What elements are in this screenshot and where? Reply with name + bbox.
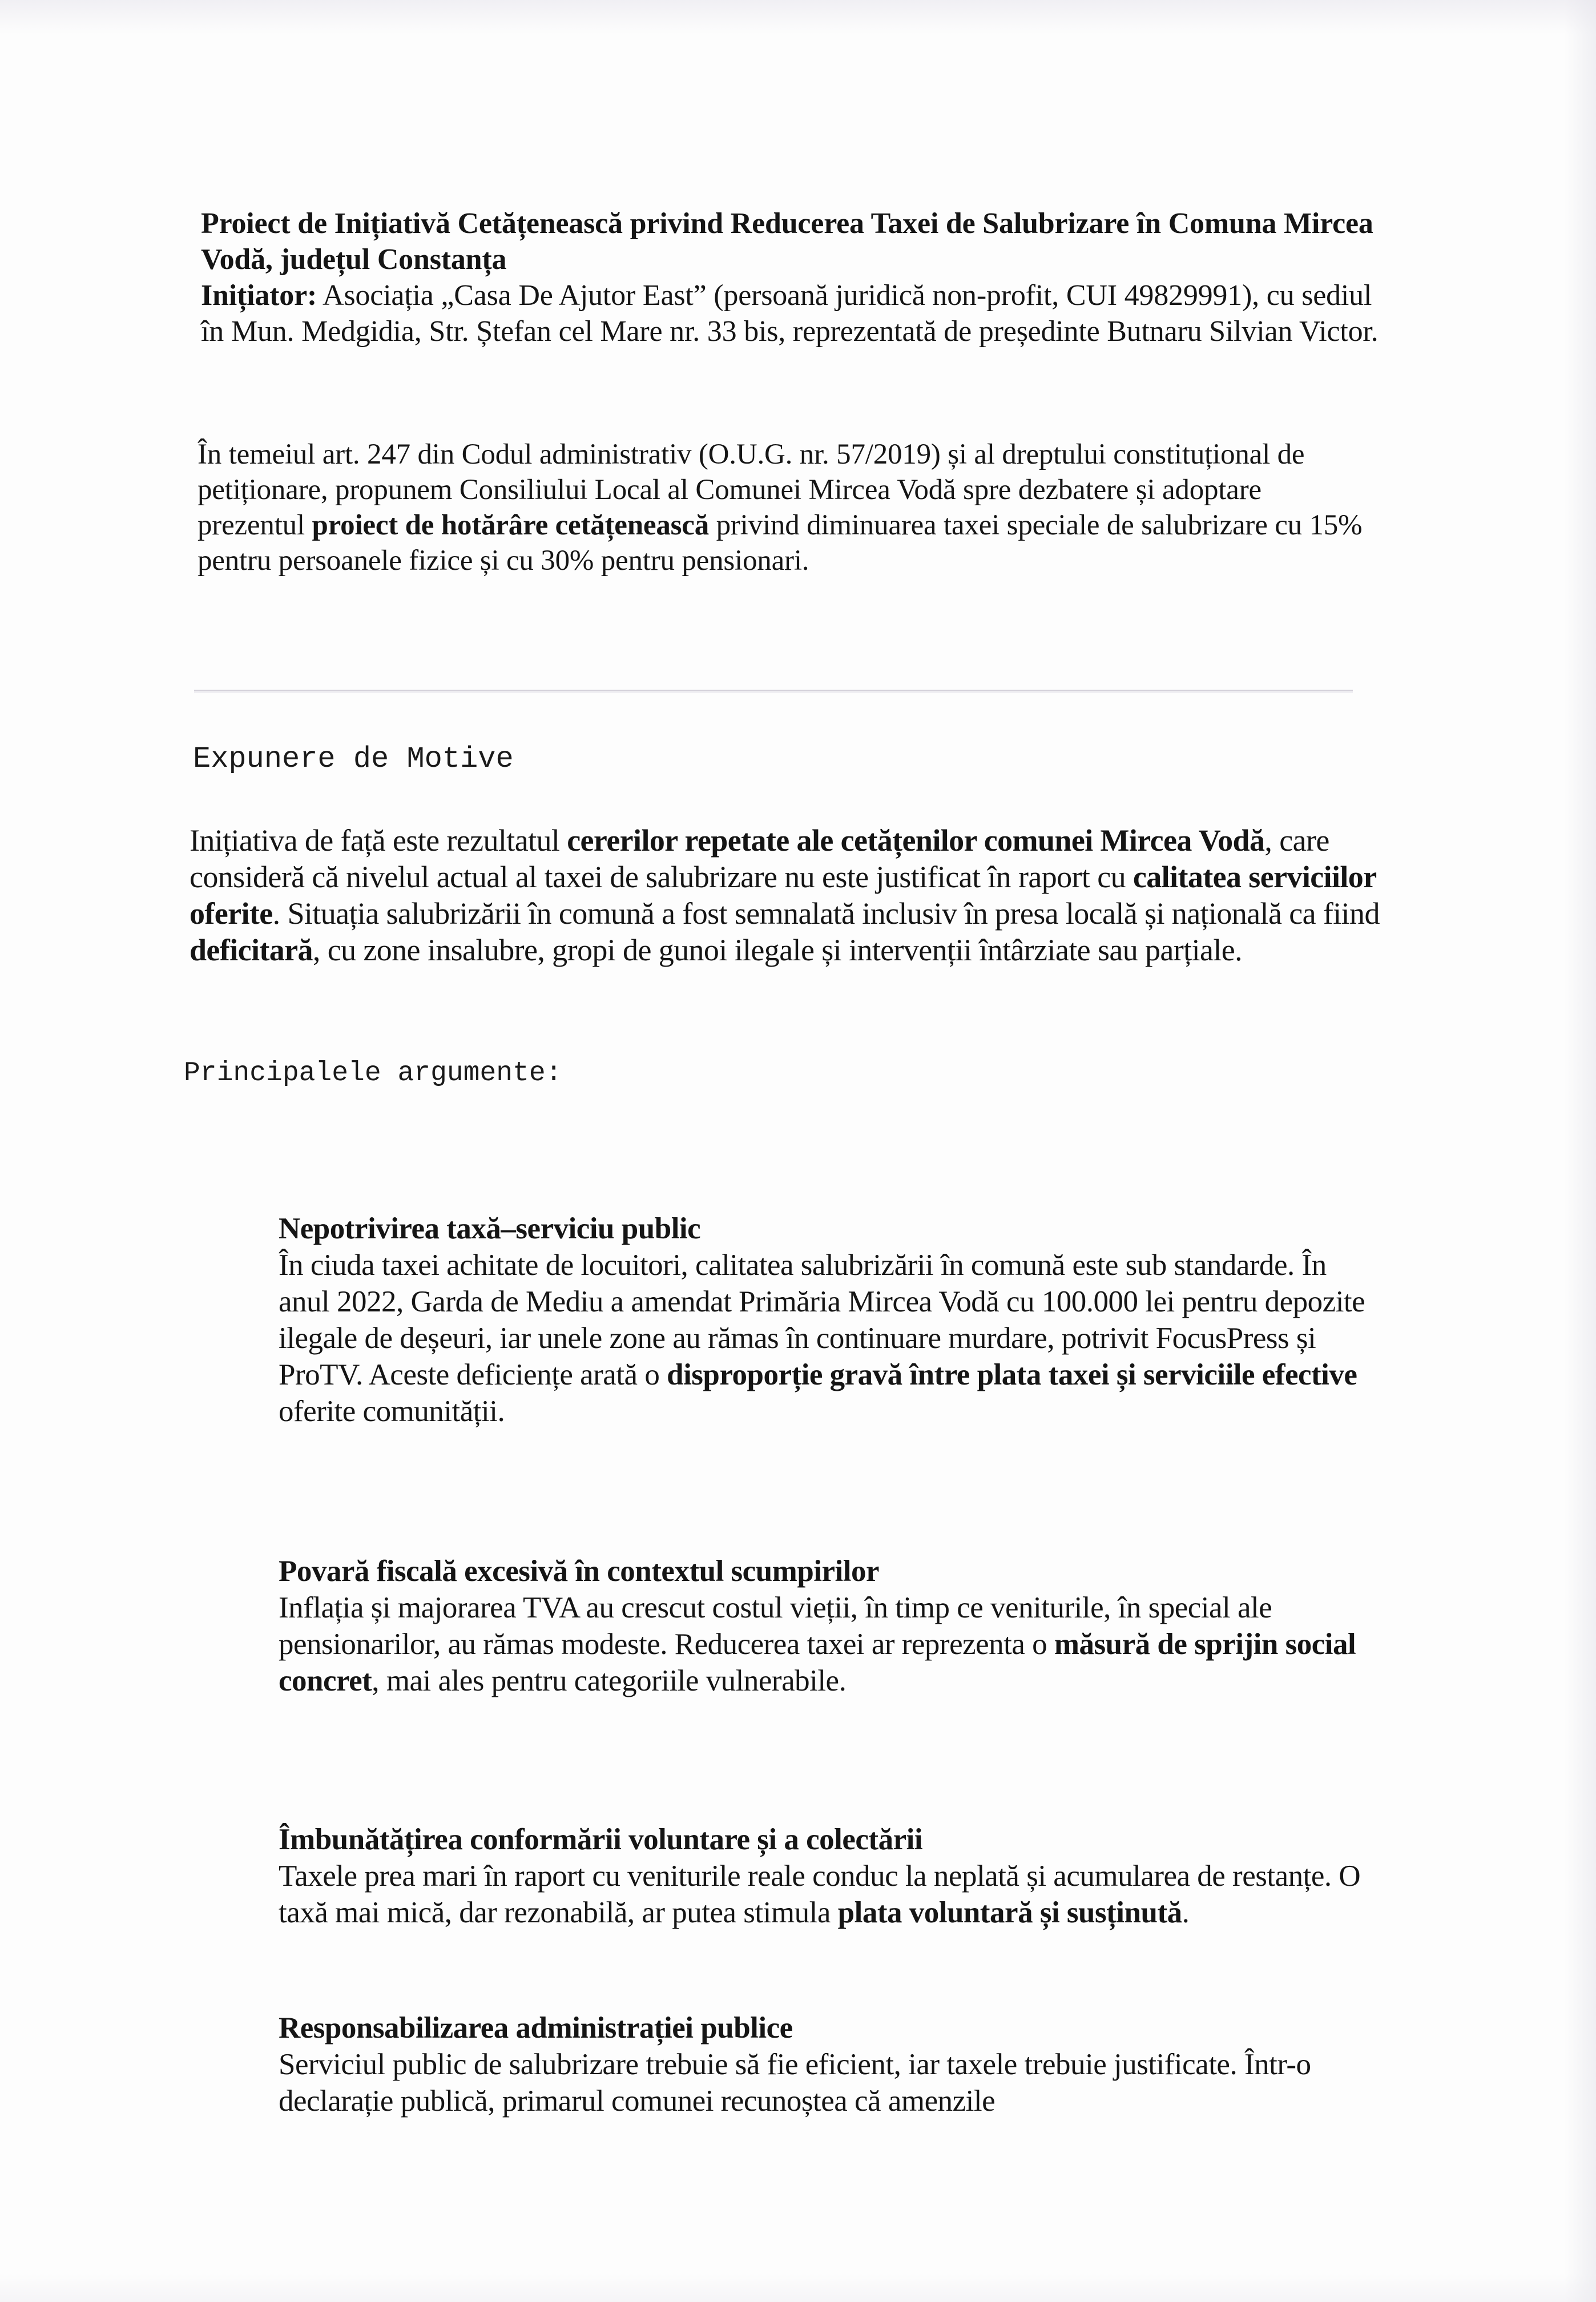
document-title: Proiect de Inițiativă Cetățenească privind Reducerea Taxei de Salubrizare în Comuna Mircea Vodă, județul Constanța xyxy=(201,207,1373,276)
argument-bold: măsură de sprijin social concret xyxy=(279,1628,1356,1697)
intro-text-3: . Situația salubrizării în comună a fost semnalată inclusiv în presa locală și națională ca fiind xyxy=(272,896,1380,931)
section-heading-motives: Expunere de Motive xyxy=(193,742,514,776)
argument-item xyxy=(279,1210,1380,1430)
argument-title: Responsabilizarea administrației publice xyxy=(279,2011,793,2045)
argument-item xyxy=(279,2010,1380,2119)
intro-bold-1: cererilor repetate ale cetățenilor comunei Mircea Vodă xyxy=(567,823,1265,858)
initiator-label: Inițiator: xyxy=(201,279,317,312)
intro-text-4: , cu zone insalubre, gropi de gunoi ilegale și intervenții întârziate sau parțiale. xyxy=(312,933,1243,967)
intro-bold-3: deficitară xyxy=(190,933,313,967)
initiator-line xyxy=(201,277,1400,349)
legal-basis-text-2: privind diminuarea taxei speciale de salubrizare cu 15% pentru persoanele fizice și cu 30% pentru pensionari. xyxy=(198,509,1363,577)
argument-text-end: . xyxy=(1182,1896,1190,1929)
arguments-heading: Principalele argumente: xyxy=(184,1058,562,1089)
intro-bold-2: calitatea serviciilor oferite xyxy=(190,860,1376,931)
argument-title: Îmbunătățirea conformării voluntare și a colectării xyxy=(279,1823,923,1856)
legal-basis-text-1: În temeiul art. 247 din Codul administrativ (O.U.G. nr. 57/2019) și al dreptului constituțional de petiționare, propunem Consiliului Local al Comunei Mircea Vodă spre dezbatere și adoptare prezentul xyxy=(198,438,1305,541)
argument-title: Nepotrivirea taxă–serviciu public xyxy=(279,1212,701,1245)
argument-title: Povară fiscală excesivă în contextul scumpirilor xyxy=(279,1555,880,1588)
horizontal-divider xyxy=(194,690,1353,691)
argument-text: Serviciul public de salubrizare trebuie să fie eficient, iar taxele trebuie justificate. Într-o declarație publică, primarul comunei recunoștea că amenzile xyxy=(279,2048,1311,2118)
initiator-text: Asociația „Casa De Ajutor East” (persoană juridică non-profit, CUI 49829991), cu sediul în Mun. Medgidia, Str. Ștefan cel Mare nr. 33 bis, reprezentată de președinte Butnaru Silvian Victor. xyxy=(201,279,1379,348)
legal-basis-bold: proiect de hotărâre cetățenească xyxy=(312,509,710,541)
argument-text-end: oferite comunității. xyxy=(279,1395,505,1428)
argument-item xyxy=(279,1821,1380,1931)
argument-text: În ciuda taxei achitate de locuitori, calitatea salubrizării în comună este sub standarde. În anul 2022, Garda de Mediu a amendat Primăria Mircea Vodă cu 100.000 lei pentru depozite ilegale de deșeuri, iar unele zone au rămas în continuare murdare, potrivit FocusPress și ProTV. Aceste deficiențe arată o xyxy=(279,1249,1365,1391)
motives-intro-paragraph xyxy=(190,822,1394,968)
argument-text-end: , mai ales pentru categoriile vulnerabile. xyxy=(372,1664,847,1697)
argument-bold: disproporție gravă între plata taxei și serviciile efective xyxy=(667,1358,1357,1391)
argument-text: Taxele prea mari în raport cu veniturile reale conduc la neplată și acumularea de restanțe. O taxă mai mică, dar rezonabilă, ar putea stimula xyxy=(279,1860,1361,1929)
document-header xyxy=(201,206,1400,349)
argument-bold: plata voluntară și susținută xyxy=(837,1896,1182,1929)
argument-text: Inflația și majorarea TVA au crescut costul vieții, în timp ce veniturile, în special ale pensionarilor, au rămas modeste. Reducerea taxei ar reprezenta o xyxy=(279,1591,1272,1661)
intro-text-2: , care consideră că nivelul actual al taxei de salubrizare nu este justificat în raport cu xyxy=(190,823,1329,894)
argument-item xyxy=(279,1553,1380,1699)
legal-basis-paragraph xyxy=(198,437,1373,578)
intro-text-1: Inițiativa de față este rezultatul xyxy=(190,823,567,858)
